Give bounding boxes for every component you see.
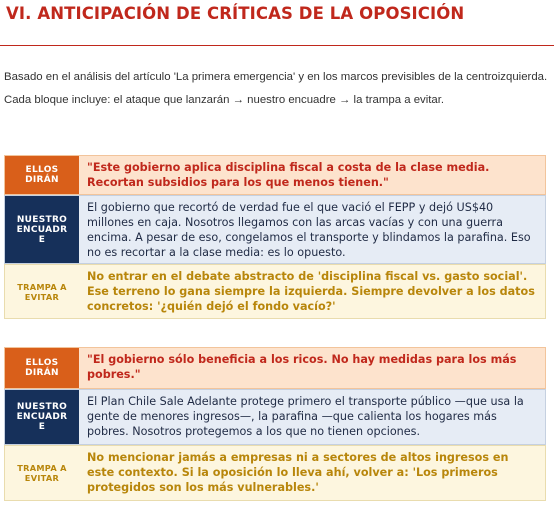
- nuestro-encuadre-text: El Plan Chile Sale Adelante protege primero el transporte público —que usa la gente de menores ingresos—, la parafina —que calienta los hogares más pobres. Nosotros protegemos a los que no tienen opciones.: [87, 395, 524, 438]
- critique-block-2: [4, 347, 546, 501]
- trampa-evitar-row: [4, 445, 546, 501]
- title-divider: [0, 45, 554, 46]
- ellos-diran-text: "Este gobierno aplica disciplina fiscal a costa de la clase media. Recortan subsidios para los que menos tienen.": [87, 161, 490, 189]
- nuestro-encuadre-label: NUESTRO ENCUADR E: [5, 196, 79, 263]
- trampa-evitar-row: [4, 264, 546, 319]
- trampa-evitar-label: TRAMPA A EVITAR: [5, 446, 79, 500]
- nuestro-encuadre-text: El gobierno que recortó de verdad fue el que vació el FEPP y dejó US$40 millones en caja. Nosotros llegamos con las arcas vacías y con una guerra encima. A pesar de eso, congelamos el transporte y blindamos la parafina. Eso no es recortar a la clase media: es lo opuesto.: [87, 201, 531, 259]
- nuestro-encuadre-row: [4, 389, 546, 445]
- ellos-diran-row: [4, 155, 546, 195]
- nuestro-encuadre-label: NUESTRO ENCUADR E: [5, 390, 79, 444]
- nuestro-encuadre-row: [4, 195, 546, 264]
- ellos-diran-label: ELLOS DIRÁN: [5, 348, 79, 388]
- trampa-evitar-label: TRAMPA A EVITAR: [5, 265, 79, 318]
- ellos-diran-row: [4, 347, 546, 389]
- trampa-evitar-text: No entrar en el debate abstracto de 'disciplina fiscal vs. gasto social'. Ese terreno lo gana siempre la izquierda. Siempre devolver a los datos concretos: '¿quién dejó el fondo vacío?': [87, 270, 535, 313]
- ellos-diran-text: "El gobierno sólo beneficia a los ricos. No hay medidas para los más pobres.": [87, 353, 517, 381]
- intro-paragraph: Basado en el análisis del artículo 'La primera emergencia' y en los marcos previsibles de la centroizquierda. Cada bloque incluye: el ataque que lanzarán → nuestro encuadre → la trampa a evitar.: [4, 71, 548, 106]
- ellos-diran-label: ELLOS DIRÁN: [5, 156, 79, 194]
- section-title: VI. ANTICIPACIÓN DE CRÍTICAS DE LA OPOSICIÓN: [6, 4, 465, 23]
- trampa-evitar-text: No mencionar jamás a empresas ni a sectores de altos ingresos en este contexto. Si la oposición lo lleva ahí, volver a: 'Los primeros protegidos son los más vulnerables.': [87, 451, 509, 494]
- critique-block-1: [4, 155, 546, 319]
